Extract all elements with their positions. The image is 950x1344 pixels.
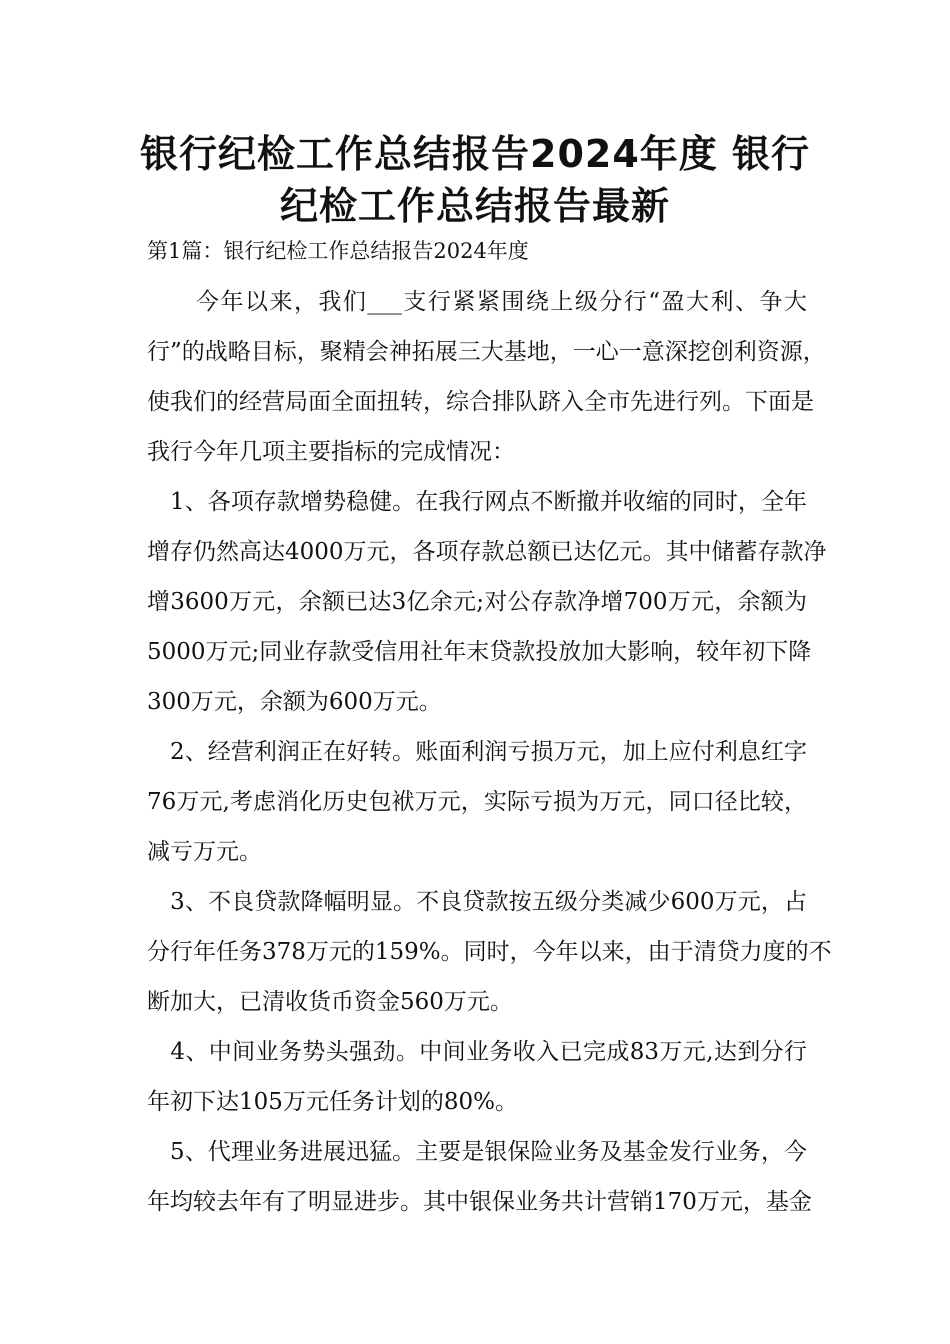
text-line: 使我们的经营局面全面扭转，综合排队跻入全市先进行列。下面是 — [147, 389, 814, 415]
text-line: 2、经营利润正在好转。账面利润亏损万元，加上应付利息红字 — [147, 739, 807, 765]
text-line: 4、中间业务势头强劲。中间业务收入已完成83万元,达到分行 — [147, 1039, 807, 1065]
text-line: 3、不良贷款降幅明显。不良贷款按五级分类减少600万元，占 — [147, 889, 807, 915]
text-line: 1、各项存款增势稳健。在我行网点不断撤并收缩的同时，全年 — [147, 489, 807, 515]
section-heading: 第1篇：银行纪检工作总结报告2024年度 — [147, 239, 529, 263]
text-line: 我行今年几项主要指标的完成情况： — [147, 439, 515, 465]
document-title-line-2: 纪检工作总结报告最新 — [279, 184, 670, 228]
text-line: 76万元,考虑消化历史包袱万元，实际亏损为万元，同口径比较， — [147, 789, 807, 815]
text-line: 年均较去年有了明显进步。其中银保业务共计营销170万元，基金 — [147, 1189, 812, 1215]
text-line: 年初下达105万元任务计划的80%。 — [147, 1089, 519, 1115]
text-line: 行”的战略目标，聚精会神拓展三大基地，一心一意深挖创利资源， — [147, 339, 826, 365]
text-line: 5、代理业务进展迅猛。主要是银保险业务及基金发行业务，今 — [147, 1139, 807, 1165]
text-line: 断加大，已清收货币资金560万元。 — [147, 989, 513, 1015]
text-line: 增3600万元，余额已达3亿余元;对公存款净增700万元，余额为 — [147, 589, 807, 615]
text-line: 分行年任务378万元的159%。同时，今年以来，由于清贷力度的不 — [147, 939, 832, 965]
text-line: 300万元，余额为600万元。 — [147, 689, 442, 715]
text-line: 减亏万元。 — [147, 839, 262, 865]
text-line: 5000万元;同业存款受信用社年末贷款投放加大影响，较年初下降 — [147, 639, 812, 665]
document-title-line-1: 银行纪检工作总结报告2024年度 银行 — [140, 132, 810, 176]
text-line: 今年以来，我们___支行紧紧围绕上级分行“盈大利、争大 — [147, 289, 807, 315]
text-line: 增存仍然高达4000万元，各项存款总额已达亿元。其中储蓄存款净 — [147, 539, 827, 565]
